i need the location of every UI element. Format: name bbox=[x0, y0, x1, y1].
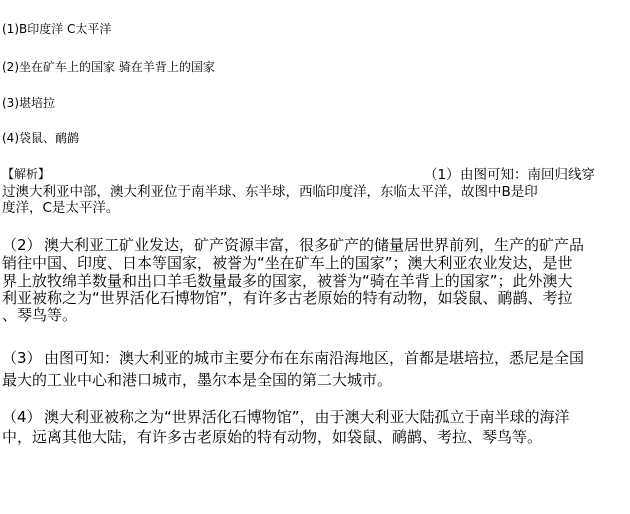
analysis-p1-line: 由图可知：南回归线穿 bbox=[460, 167, 595, 183]
analysis-label: 【解析】 bbox=[2, 167, 51, 181]
analysis-p2-line: 澳大利亚工矿业发达，矿产资源丰富，很多矿产的储量居世界前列，生产的矿产品 bbox=[44, 236, 585, 254]
answer-4: (4)袋鼠、鸸鹋 bbox=[2, 131, 79, 145]
analysis-p2-line: 利亚被称之为“世界活化石博物馆”，有许多古老原始的特有动物，如袋鼠、鸸鹋、考拉 bbox=[2, 289, 573, 307]
analysis-p1-line: 过澳大利亚中部，澳大利亚位于南半球、东半球，西临印度洋，东临太平洋，故图中B是印 bbox=[2, 184, 538, 200]
analysis-p2-line: 界上放牧绵羊数量和出口羊毛数量最多的国家，被誉为“骑在羊背上的国家”；此外澳大 bbox=[2, 272, 573, 290]
analysis-p2-line: 、琴鸟等。 bbox=[2, 306, 78, 324]
analysis-p3-line: 由图可知：澳大利亚的城市主要分布在东南沿海地区，首都是堪培拉，悉尼是全国 bbox=[44, 349, 585, 367]
analysis-p1-line: 度洋，C是太平洋。 bbox=[2, 200, 120, 216]
answer-3: (3)堪培拉 bbox=[2, 96, 55, 110]
analysis-p2-number: （2） bbox=[2, 236, 42, 254]
analysis-p1-number: （1） bbox=[424, 167, 460, 183]
analysis-p4-line: 澳大利亚被称之为“世界活化石博物馆”，由于澳大利亚大陆孤立于南半球的海洋 bbox=[44, 408, 570, 426]
analysis-p3-number: （3） bbox=[2, 349, 42, 367]
analysis-p2-line: 销往中国、印度、日本等国家，被誉为“坐在矿车上的国家”；澳大利亚农业发达，是世 bbox=[2, 254, 573, 272]
analysis-p4-number: （4） bbox=[2, 408, 42, 426]
analysis-p4-line: 中，远离其他大陆，有许多古老原始的特有动物，如袋鼠、鸸鹋、考拉、琴鸟等。 bbox=[2, 428, 543, 446]
answer-1: (1)B印度洋 C太平洋 bbox=[2, 22, 112, 36]
analysis-p3-line: 最大的工业中心和港口城市，墨尔本是全国的第二大城市。 bbox=[2, 371, 393, 389]
answer-2: (2)坐在矿车上的国家 骑在羊背上的国家 bbox=[2, 60, 215, 74]
